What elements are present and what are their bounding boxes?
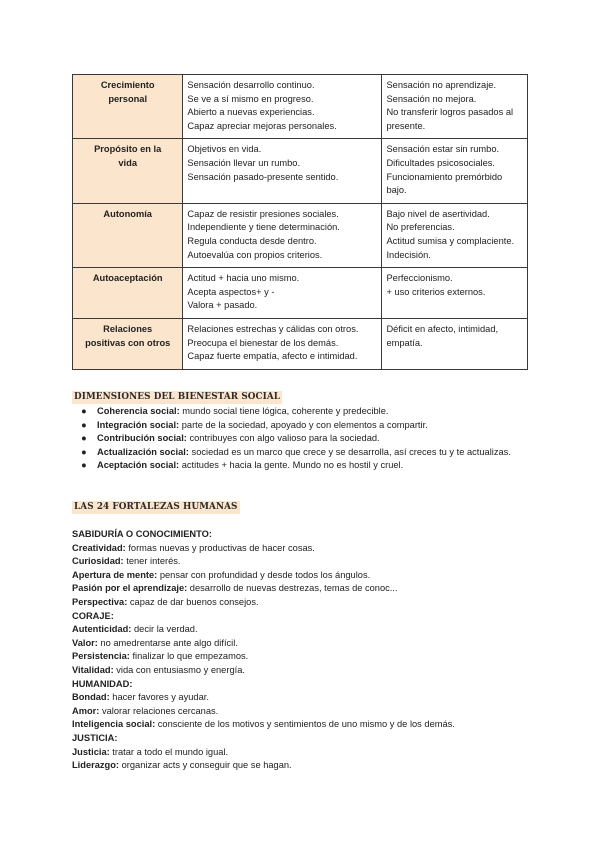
cell-line: Sensación estar sin rumbo. [386,144,500,155]
cell-line: Preocupa el bienestar de los demás. [187,337,339,348]
cell-line: Funcionamiento premórbido bajo. [386,171,503,196]
negative-cell [382,75,528,139]
term-definition: capaz de dar buenos consejos. [127,596,259,607]
cell-line: Actitud + hacia uno mismo. [187,273,300,284]
term-label: Inteligencia social: [72,719,156,730]
category-heading: CORAJE: [72,610,114,621]
cell-line: No preferencias. [386,222,455,233]
term-label: Justicia: [72,746,110,757]
positive-cell [183,75,382,139]
term-label: Apertura de mente: [72,569,158,580]
bullet-icon: ● [81,433,87,444]
term-definition: consciente de los motivos y sentimientos de uno mismo y de los demás. [155,719,455,730]
term-definition: contribuyes con algo valioso para la sociedad. [186,433,380,444]
term-label: Autenticidad: [72,624,132,635]
list-item [72,459,532,473]
dimension-cell [73,139,183,203]
term-label: Curiosidad: [72,556,124,567]
term-label: Persistencia: [72,651,130,662]
cell-line: Perfeccionismo. [386,273,453,284]
strength-item [72,623,542,637]
social-dimensions-list [72,405,532,473]
bullet-icon: ● [81,406,87,416]
category-heading: JUSTICIA: [72,732,118,743]
term-label: Vitalidad: [72,664,114,675]
cell-line: Sensación no aprendizaje. [386,80,497,90]
term-definition: mundo social tiene lógica, coherente y predecible. [179,406,389,416]
negative-cell [382,318,528,369]
strength-item [72,718,542,732]
cell-line: Valora + pasado. [187,300,258,311]
table-row [73,75,528,139]
category-heading: HUMANIDAD: [72,678,133,689]
term-label: Valor: [72,637,98,648]
cell-line: Autonomía [103,208,152,219]
term-definition: valorar relaciones cercanas. [99,705,219,716]
term-label: Liderazgo: [72,760,120,771]
bullet-icon: ● [81,446,87,457]
cell-line: personal [108,93,148,104]
positive-cell [183,203,382,267]
term-label: Bondad: [72,692,110,703]
cell-line: Dificultades psicosociales. [386,157,495,168]
strength-item [72,637,542,651]
cell-line: Relaciones estrechas y cálidas con otros. [187,323,359,334]
table-row [73,318,528,369]
term-definition: tener interés. [123,556,181,567]
positive-cell [183,268,382,319]
strength-item [72,650,542,664]
term-definition: sociedad es un marco que crece y se desarrolla, así creces tu y te actualizas. [188,446,511,457]
strength-item [72,691,542,705]
cell-line: Objetivos en vida. [187,144,262,155]
positive-cell [183,139,382,203]
term-definition: organizar acts y conseguir que se hagan. [119,760,292,771]
cell-line: vida [118,157,137,168]
table-row [73,268,528,319]
strength-item [72,555,542,569]
term-definition: finalizar lo que empezamos. [129,651,249,662]
cell-line: + uso criterios externos. [386,286,486,297]
bullet-icon: ● [81,460,87,471]
table-row [73,139,528,203]
cell-line: Sensación desarrollo continuo. [187,80,315,90]
cell-line: Regula conducta desde dentro. [187,235,317,246]
term-definition: pensar con profundidad y desde todos los ángulos. [157,569,371,580]
strength-item [72,569,542,583]
cell-line: Relaciones [103,323,153,334]
term-definition: vida con entusiasmo y energía. [113,664,245,675]
strength-item [72,746,542,760]
cell-line: Acepta aspectos+ y - [187,286,275,297]
term-definition: formas nuevas y productivas de hacer cosas. [125,542,315,553]
positive-cell [183,318,382,369]
term-definition: no amedrentarse ante algo difícil. [97,637,238,648]
category-heading: SABIDURÍA O CONOCIMIENTO: [72,529,212,539]
list-item [72,446,532,460]
cell-line: Bajo nivel de asertividad. [386,208,490,219]
term-definition: tratar a todo el mundo igual. [109,746,229,757]
term-definition: parte de la sociedad, apoyado y con elementos a compartir. [179,419,428,430]
cell-line: Capaz apreciar mejoras personales. [187,120,337,131]
cell-line: Autoaceptación [92,273,163,284]
cell-line: Capaz de resistir presiones sociales. [187,208,339,219]
term-label: Aceptación social: [97,460,180,471]
strength-item [72,596,542,610]
strength-item [72,582,542,596]
wellbeing-table-body [73,75,528,370]
strengths-list [72,528,542,773]
term-label: Pasión por el aprendizaje: [72,583,188,594]
strength-item [72,759,542,773]
social-dimensions-heading: DIMENSIONES DEL BIENESTAR SOCIAL [74,392,281,402]
term-label: Actualización social: [97,446,189,457]
list-item [72,405,532,419]
term-label: Perspectiva: [72,596,128,607]
cell-line: Sensación no mejora. [386,93,477,104]
list-item [72,419,532,433]
strength-item [72,705,542,719]
term-label: Coherencia social: [97,406,180,416]
dimension-cell [73,318,183,369]
strength-item [72,664,542,678]
bullet-icon: ● [81,419,87,430]
cell-line: Autoevalúa con propios criterios. [187,249,323,260]
negative-cell [382,139,528,203]
cell-line: Abierto a nuevas experiencias. [187,107,315,118]
wellbeing-table [72,74,528,370]
cell-line: Actitud sumisa y complaciente. [386,235,515,246]
cell-line: Indecisión. [386,249,431,260]
cell-line: Sensación llevar un rumbo. [187,157,301,168]
strength-item [72,542,542,556]
cell-line: positivas con otros [85,337,171,348]
cell-line: Crecimiento [100,80,155,90]
term-label: Amor: [72,705,100,716]
list-item [72,432,532,446]
strengths-heading: LAS 24 FORTALEZAS HUMANAS [74,502,238,512]
table-row [73,203,528,267]
term-definition: hacer favores y ayudar. [109,692,209,703]
term-definition: decir la verdad. [131,624,198,635]
term-label: Integración social: [97,419,180,430]
negative-cell [382,203,528,267]
cell-line: Capaz fuerte empatía, afecto e intimidad. [187,351,358,362]
dimension-cell [73,268,183,319]
cell-line: Propósito en la [94,144,162,155]
term-definition: actitudes + hacia la gente. Mundo no es hostil y cruel. [179,460,404,471]
term-label: Creatividad: [72,542,126,553]
cell-line: No transferir logros pasados al presente. [386,107,514,131]
cell-line: Sensación pasado-presente sentido. [187,171,339,182]
dimension-cell [73,75,183,139]
term-label: Contribución social: [97,433,187,444]
negative-cell [382,268,528,319]
cell-line: Se ve a sí mismo en progreso. [187,93,314,104]
cell-line: Déficit en afecto, intimidad, empatía. [386,323,499,348]
cell-line: Independiente y tiene determinación. [187,222,340,233]
term-definition: desarrollo de nuevas destrezas, temas de conoc... [187,583,398,594]
dimension-cell [73,203,183,267]
